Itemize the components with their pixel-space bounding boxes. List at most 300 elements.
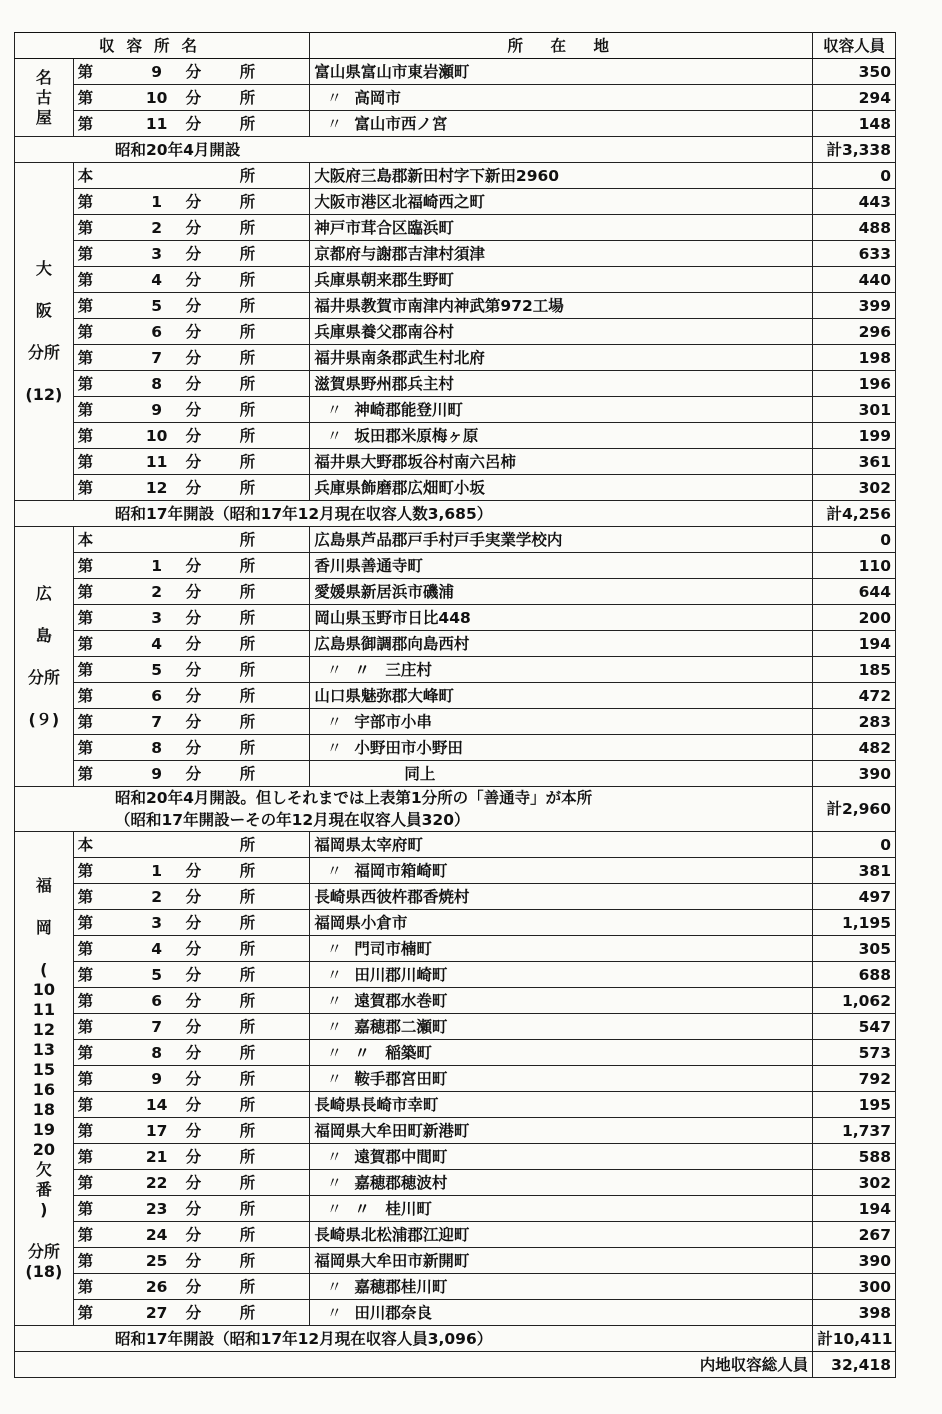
camp-name-part: 1 [151, 192, 163, 211]
camp-location [310, 858, 813, 884]
group-note-text: 昭和17年開設（昭和17年12月現在収容人員3,096） [115, 1329, 493, 1348]
ditto-mark: 〃 [326, 426, 343, 445]
camp-name [73, 735, 310, 761]
camp-name-part: 第 [77, 634, 94, 653]
camp-name-part: 27 [145, 1303, 168, 1322]
camp-location [310, 293, 813, 319]
table-row [15, 241, 896, 267]
camp-count: 196 [813, 371, 896, 397]
location-text: 大阪市港区北福崎西之町 [314, 192, 485, 211]
camp-name [73, 1170, 310, 1196]
ditto-mark: 〃 [326, 1043, 343, 1062]
camp-name-part: 所 [239, 1069, 256, 1088]
table-row [15, 631, 896, 657]
header-name: 収容所名 [15, 33, 310, 59]
camp-name [73, 858, 310, 884]
table-row [15, 657, 896, 683]
camp-location [310, 1196, 813, 1222]
region-label-part [19, 938, 69, 960]
camp-name-part: 5 [151, 296, 163, 315]
camp-name-part: 10 [145, 426, 168, 445]
location-text: 遠賀郡中間町 [354, 1147, 448, 1166]
camp-location [310, 397, 813, 423]
camp-name [73, 475, 310, 501]
region-label-part [19, 363, 69, 385]
camp-name-part: 第 [77, 478, 94, 497]
camp-name-part: 分 [185, 1121, 202, 1140]
camp-name-part: 第 [77, 608, 94, 627]
region-label-part: ) [40, 1199, 48, 1219]
camp-location [310, 709, 813, 735]
region-label-part: 分所 [27, 667, 60, 687]
camp-name-part: 9 [151, 1069, 163, 1088]
camp-name [73, 267, 310, 293]
region-label-part: 13 [32, 1039, 55, 1059]
location-text: 兵庫県養父郡南谷村 [314, 322, 454, 341]
group-summary-row [15, 137, 896, 163]
region-label-part: 広 [35, 583, 52, 603]
camp-name-part: 分 [185, 244, 202, 263]
camp-location [310, 267, 813, 293]
region-label-part: 10 [32, 979, 55, 999]
camp-name-part: 11 [145, 452, 168, 471]
camp-name-part: 所 [239, 322, 256, 341]
camp-count: 398 [813, 1300, 896, 1326]
camp-name [73, 111, 310, 137]
camp-name-part: 第 [77, 88, 94, 107]
camp-name [73, 1066, 310, 1092]
region-label-part: 名 [35, 67, 52, 87]
region-label-part [19, 604, 69, 626]
camp-name-part: 所 [239, 686, 256, 705]
camp-name-part: 1 [151, 556, 163, 575]
camp-name-part: 3 [151, 608, 163, 627]
region-label-part: 15 [32, 1059, 55, 1079]
camp-count: 0 [813, 832, 896, 858]
camp-count: 1,195 [813, 910, 896, 936]
camp-name-part: 分 [185, 660, 202, 679]
camp-name-part: 分 [185, 738, 202, 757]
camp-name-part: 第 [77, 764, 94, 783]
region-label-part: (12) [25, 384, 63, 404]
camp-name-part: 所 [239, 1173, 256, 1192]
camp-name [73, 657, 310, 683]
camp-name-part: 所 [239, 660, 256, 679]
camp-name-part: 第 [77, 1199, 94, 1218]
camp-count: 488 [813, 215, 896, 241]
camp-name-part: 第 [77, 660, 94, 679]
region-label-part: (18) [25, 1261, 63, 1281]
camp-name-part: 所 [239, 192, 256, 211]
camp-name [73, 1014, 310, 1040]
camp-count: 0 [813, 527, 896, 553]
table-row [15, 1170, 896, 1196]
camp-location [310, 579, 813, 605]
camp-name-part: 2 [151, 887, 163, 906]
table-body [15, 59, 896, 1378]
region-label-part: 18 [32, 1099, 55, 1119]
camp-name-part: 第 [77, 991, 94, 1010]
location-text: 大阪府三島郡新田村字下新田2960 [314, 166, 560, 185]
location-text: 福井県教賀市南津内神武第972工場 [314, 296, 564, 315]
camp-name-part: 25 [145, 1251, 168, 1270]
region-label [15, 527, 74, 787]
camp-count: 194 [813, 631, 896, 657]
camp-count: 296 [813, 319, 896, 345]
region-label-part: 番 [35, 1179, 52, 1199]
table-row [15, 215, 896, 241]
camp-name-part: 所 [239, 1199, 256, 1218]
camp-name-part: 第 [77, 1095, 94, 1114]
ditto-mark: 〃 [326, 991, 343, 1010]
camp-name [73, 371, 310, 397]
group-note [15, 787, 813, 832]
camp-name-part: 3 [151, 913, 163, 932]
camp-location [310, 1274, 813, 1300]
table-row [15, 189, 896, 215]
camp-name-part: 第 [77, 452, 94, 471]
camp-name-part: 9 [151, 62, 163, 81]
camp-name-part: 分 [185, 1303, 202, 1322]
camp-count: 547 [813, 1014, 896, 1040]
camp-location [310, 527, 813, 553]
camp-name-part: 第 [77, 1173, 94, 1192]
camp-count: 301 [813, 397, 896, 423]
table-row [15, 423, 896, 449]
camp-name-part: 本 [77, 530, 94, 549]
camp-name-part: 2 [151, 218, 163, 237]
camp-name [73, 189, 310, 215]
camp-name-part: 分 [185, 348, 202, 367]
camp-name [73, 1248, 310, 1274]
camp-name-part: 分 [185, 218, 202, 237]
camp-name [73, 988, 310, 1014]
group-note-text-2: （昭和17年開設ーその年12月現在収容人員320） [115, 811, 470, 829]
ditto-mark: 〃 [326, 738, 343, 757]
camp-name-part: 第 [77, 348, 94, 367]
ditto-mark: 〃 [326, 1199, 343, 1218]
camp-name-part: 所 [239, 939, 256, 958]
location-text: 同上 [404, 764, 436, 783]
camp-name-part: 第 [77, 1225, 94, 1244]
camp-name-part: 所 [239, 913, 256, 932]
camp-name-part: 分 [185, 861, 202, 880]
location-text: 滋賀県野州郡兵主村 [314, 374, 454, 393]
location-text: 広島県御調郡向島西村 [314, 634, 470, 653]
camp-name-part: 所 [239, 1095, 256, 1114]
region-label-part [19, 688, 69, 710]
location-text: 福岡県大牟田町新港町 [314, 1121, 470, 1140]
camp-name-part: 4 [151, 939, 163, 958]
camp-count: 200 [813, 605, 896, 631]
camp-table [14, 32, 896, 1378]
location-text: 福井県大野郡坂谷村南六呂柿 [314, 452, 516, 471]
camp-name [73, 397, 310, 423]
camp-location [310, 936, 813, 962]
camp-name-part: 所 [239, 887, 256, 906]
location-text: 嘉穂郡桂川町 [354, 1277, 448, 1296]
camp-name-part: 第 [77, 1303, 94, 1322]
location-text: 富山県富山市東岩瀬町 [314, 62, 470, 81]
region-label-part [19, 646, 69, 668]
table-row [15, 683, 896, 709]
camp-count: 573 [813, 1040, 896, 1066]
camp-location [310, 988, 813, 1014]
location-text: 岡山県玉野市日比448 [314, 608, 471, 627]
table-row [15, 1300, 896, 1326]
camp-name-part: 分 [185, 1199, 202, 1218]
location-text: 香川県善通寺町 [314, 556, 423, 575]
region-label [15, 832, 74, 1326]
camp-name-part: 所 [239, 1251, 256, 1270]
camp-count: 199 [813, 423, 896, 449]
group-total: 計4,256 [813, 501, 896, 527]
camp-name [73, 293, 310, 319]
camp-location [310, 761, 813, 787]
camp-count: 294 [813, 85, 896, 111]
region-label-part: 福 [35, 875, 52, 895]
camp-name-part: 本 [77, 166, 94, 185]
camp-name-part: 第 [77, 218, 94, 237]
camp-name-part: 2 [151, 582, 163, 601]
camp-name-part: 第 [77, 861, 94, 880]
camp-name-part: 第 [77, 738, 94, 757]
camp-name [73, 962, 310, 988]
camp-count: 267 [813, 1222, 896, 1248]
ditto-mark: 〃 [326, 1069, 343, 1088]
location-text: 神戸市茸合区臨浜町 [314, 218, 454, 237]
camp-name-part: 第 [77, 1017, 94, 1036]
table-row [15, 910, 896, 936]
camp-count: 185 [813, 657, 896, 683]
table-row [15, 527, 896, 553]
region-label-part [19, 1220, 69, 1242]
ditto-mark: 〃 [326, 1173, 343, 1192]
camp-name-part: 第 [77, 1277, 94, 1296]
group-summary-row [15, 501, 896, 527]
camp-name-part: 4 [151, 634, 163, 653]
camp-name-part: 22 [145, 1173, 168, 1192]
ditto-mark: 〃 [326, 114, 343, 133]
camp-location [310, 423, 813, 449]
location-text: 坂田郡米原梅ヶ原 [354, 426, 479, 445]
region-label-part: 屋 [35, 107, 52, 127]
table-row [15, 397, 896, 423]
region-label-part [19, 321, 69, 343]
camp-name-part: 第 [77, 192, 94, 211]
table-row [15, 371, 896, 397]
camp-name-part: 21 [145, 1147, 168, 1166]
camp-name-part: 所 [239, 1017, 256, 1036]
camp-name-part: 第 [77, 582, 94, 601]
camp-name-part: 分 [185, 1173, 202, 1192]
grand-total-label: 内地収容総人員 [15, 1352, 813, 1378]
camp-location [310, 1248, 813, 1274]
camp-count: 302 [813, 1170, 896, 1196]
camp-name-part: 分 [185, 400, 202, 419]
camp-location [310, 189, 813, 215]
location-text: 宇部市小串 [354, 712, 432, 731]
table-row [15, 936, 896, 962]
location-text: 嘉穂郡二瀬町 [354, 1017, 448, 1036]
camp-location [310, 631, 813, 657]
table-row [15, 59, 896, 85]
camp-name-part: 所 [239, 634, 256, 653]
camp-name-part: 所 [239, 62, 256, 81]
camp-name-part: 分 [185, 1225, 202, 1244]
table-row [15, 1118, 896, 1144]
region-label-part: 欠 [35, 1159, 52, 1179]
camp-name [73, 345, 310, 371]
table-row [15, 1040, 896, 1066]
group-total: 計2,960 [813, 787, 896, 832]
camp-count: 792 [813, 1066, 896, 1092]
location-text: 小野田市小野田 [354, 738, 463, 757]
camp-name [73, 1196, 310, 1222]
camp-location [310, 1144, 813, 1170]
group-summary-row [15, 1326, 896, 1352]
camp-count: 1,737 [813, 1118, 896, 1144]
camp-count: 0 [813, 163, 896, 189]
location-text: 鞍手郡宮田町 [354, 1069, 448, 1088]
region-label-part: 19 [32, 1119, 55, 1139]
camp-location [310, 85, 813, 111]
location-text: 〃 桂川町 [354, 1199, 432, 1218]
table-row [15, 962, 896, 988]
camp-name-part: 第 [77, 270, 94, 289]
camp-count: 390 [813, 1248, 896, 1274]
location-text: 京都府与謝郡吉津村須津 [314, 244, 485, 263]
camp-name-part: 所 [239, 166, 256, 185]
grand-total-row [15, 1352, 896, 1378]
camp-location [310, 1066, 813, 1092]
camp-name-part: 所 [239, 608, 256, 627]
camp-count: 399 [813, 293, 896, 319]
camp-name-part: 所 [239, 296, 256, 315]
table-row [15, 988, 896, 1014]
camp-name-part: 所 [239, 764, 256, 783]
camp-name-part: 分 [185, 270, 202, 289]
camp-location [310, 1222, 813, 1248]
camp-name-part: 分 [185, 322, 202, 341]
location-text: 神崎郡能登川町 [354, 400, 463, 419]
region-label-part: 11 [32, 999, 55, 1019]
table-row [15, 884, 896, 910]
camp-name [73, 423, 310, 449]
group-note [15, 501, 813, 527]
camp-name [73, 910, 310, 936]
camp-location [310, 59, 813, 85]
camp-count: 633 [813, 241, 896, 267]
camp-name-part: 所 [239, 1121, 256, 1140]
camp-name-part: 第 [77, 374, 94, 393]
camp-name [73, 449, 310, 475]
camp-name-part: 分 [185, 582, 202, 601]
camp-name-part: 5 [151, 660, 163, 679]
camp-name-part: 所 [239, 114, 256, 133]
table-row [15, 293, 896, 319]
camp-name [73, 709, 310, 735]
grand-total-value: 32,418 [813, 1352, 896, 1378]
ditto-mark: 〃 [326, 1017, 343, 1036]
camp-count: 302 [813, 475, 896, 501]
camp-name-part: 所 [239, 582, 256, 601]
region-label-part: 阪 [35, 300, 52, 320]
camp-name-part: 所 [239, 712, 256, 731]
camp-name-part: 所 [239, 400, 256, 419]
camp-location [310, 962, 813, 988]
camp-location [310, 1092, 813, 1118]
group-total: 計3,338 [813, 137, 896, 163]
camp-name [73, 605, 310, 631]
camp-name-part: 所 [239, 244, 256, 263]
camp-count: 440 [813, 267, 896, 293]
camp-count: 443 [813, 189, 896, 215]
camp-name-part: 所 [239, 270, 256, 289]
camp-count: 300 [813, 1274, 896, 1300]
location-text: 田川郡川崎町 [354, 965, 448, 984]
location-text: 嘉穂郡穂波村 [354, 1173, 448, 1192]
ditto-mark: 〃 [326, 965, 343, 984]
camp-name-part: 分 [185, 296, 202, 315]
group-total: 計10,411 [813, 1326, 896, 1352]
table-row [15, 858, 896, 884]
camp-name [73, 683, 310, 709]
camp-count: 195 [813, 1092, 896, 1118]
camp-name-part: 所 [239, 556, 256, 575]
camp-name-part: 第 [77, 686, 94, 705]
camp-name [73, 1118, 310, 1144]
camp-name-part: 4 [151, 270, 163, 289]
table-row [15, 475, 896, 501]
region-label-part: 12 [32, 1019, 55, 1039]
camp-name-part: 所 [239, 861, 256, 880]
region-label [15, 59, 74, 137]
camp-count: 381 [813, 858, 896, 884]
camp-name [73, 553, 310, 579]
location-text: 門司市楠町 [354, 939, 432, 958]
camp-name-part: 第 [77, 322, 94, 341]
location-text: 愛媛県新居浜市磯浦 [314, 582, 454, 601]
camp-location [310, 1170, 813, 1196]
table-row [15, 449, 896, 475]
camp-name [73, 1040, 310, 1066]
camp-count: 1,062 [813, 988, 896, 1014]
camp-location [310, 910, 813, 936]
location-text: 〃 稲築町 [354, 1043, 432, 1062]
camp-location [310, 1118, 813, 1144]
location-text: 福岡県大牟田市新開町 [314, 1251, 470, 1270]
camp-name-part: 分 [185, 991, 202, 1010]
table-row [15, 735, 896, 761]
camp-name-part: 第 [77, 1147, 94, 1166]
ditto-mark: 〃 [326, 712, 343, 731]
camp-name-part: 7 [151, 348, 163, 367]
region-label-part [19, 279, 69, 301]
camp-count: 148 [813, 111, 896, 137]
camp-name-part: 所 [239, 218, 256, 237]
group-note [15, 137, 813, 163]
camp-location [310, 449, 813, 475]
camp-count: 482 [813, 735, 896, 761]
location-text: 長崎県長崎市幸町 [314, 1095, 439, 1114]
camp-name-part: 第 [77, 965, 94, 984]
camp-name-part: 分 [185, 712, 202, 731]
camp-name-part: 分 [185, 913, 202, 932]
region-label-part: ( [40, 959, 48, 979]
location-text: 長崎県西彼杵郡香焼村 [314, 887, 470, 906]
camp-name-part: 分 [185, 1147, 202, 1166]
